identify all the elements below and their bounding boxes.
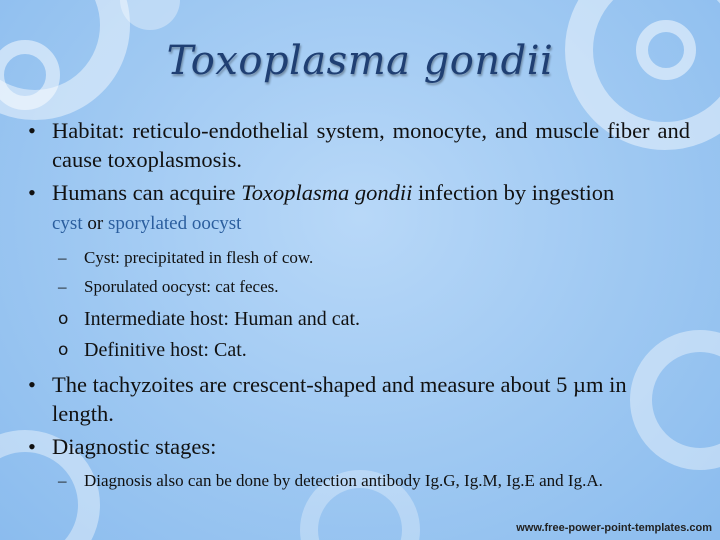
host-text: Intermediate host: Human and cat. xyxy=(84,308,361,330)
circle-mark: o xyxy=(58,309,69,329)
dash-mark: – xyxy=(58,248,67,267)
sub-bullet xyxy=(28,469,690,492)
bullet-text: Humans can acquire xyxy=(52,180,242,205)
sub-bullet-text: Diagnosis also can be done by detection antibody Ig.G, Ig.M, Ig.E and Ig.A. xyxy=(84,471,603,490)
bullet-text: infection by ingestion xyxy=(412,180,615,205)
term-oocyst: sporylated oocyst xyxy=(107,213,242,234)
slide-title: Toxoplasma gondii xyxy=(166,38,554,84)
species-name: Toxoplasma gondii xyxy=(241,180,413,205)
host-item xyxy=(28,335,690,366)
term-or: or xyxy=(82,213,108,234)
circle-mark: o xyxy=(58,340,69,360)
sub-bullet xyxy=(28,246,690,269)
footer-url: www.free-power-point-templates.com xyxy=(516,522,712,534)
term-cyst: cyst xyxy=(52,213,83,234)
bullet-mark: • xyxy=(28,180,36,205)
slide-content xyxy=(28,116,690,492)
bullet-diagnostic xyxy=(28,432,690,461)
host-item xyxy=(28,304,690,335)
bullet-mark: • xyxy=(28,434,36,459)
host-text: Definitive host: Cat. xyxy=(84,339,247,361)
sub-bullet-text: Sporulated oocyst: cat feces. xyxy=(84,277,279,296)
bullet-habitat xyxy=(28,116,690,174)
bullet-mark: • xyxy=(28,372,36,397)
dash-mark: – xyxy=(58,277,67,296)
bullet-humans xyxy=(28,178,690,238)
bullet-text: The tachyzoites are crescent-shaped and measure about 5 µm in length. xyxy=(52,372,627,426)
bullet-mark: • xyxy=(28,118,36,143)
dash-mark: – xyxy=(58,471,67,490)
bullet-text: Diagnostic stages: xyxy=(52,434,217,459)
bullet-text: Habitat: reticulo-endothelial system, monocyte, and muscle fiber and cause toxoplasmosis. xyxy=(52,118,690,172)
sub-bullet xyxy=(28,275,690,298)
sub-bullet-text: Cyst: precipitated in flesh of cow. xyxy=(84,248,314,267)
bullet-tachyzoites xyxy=(28,370,690,428)
